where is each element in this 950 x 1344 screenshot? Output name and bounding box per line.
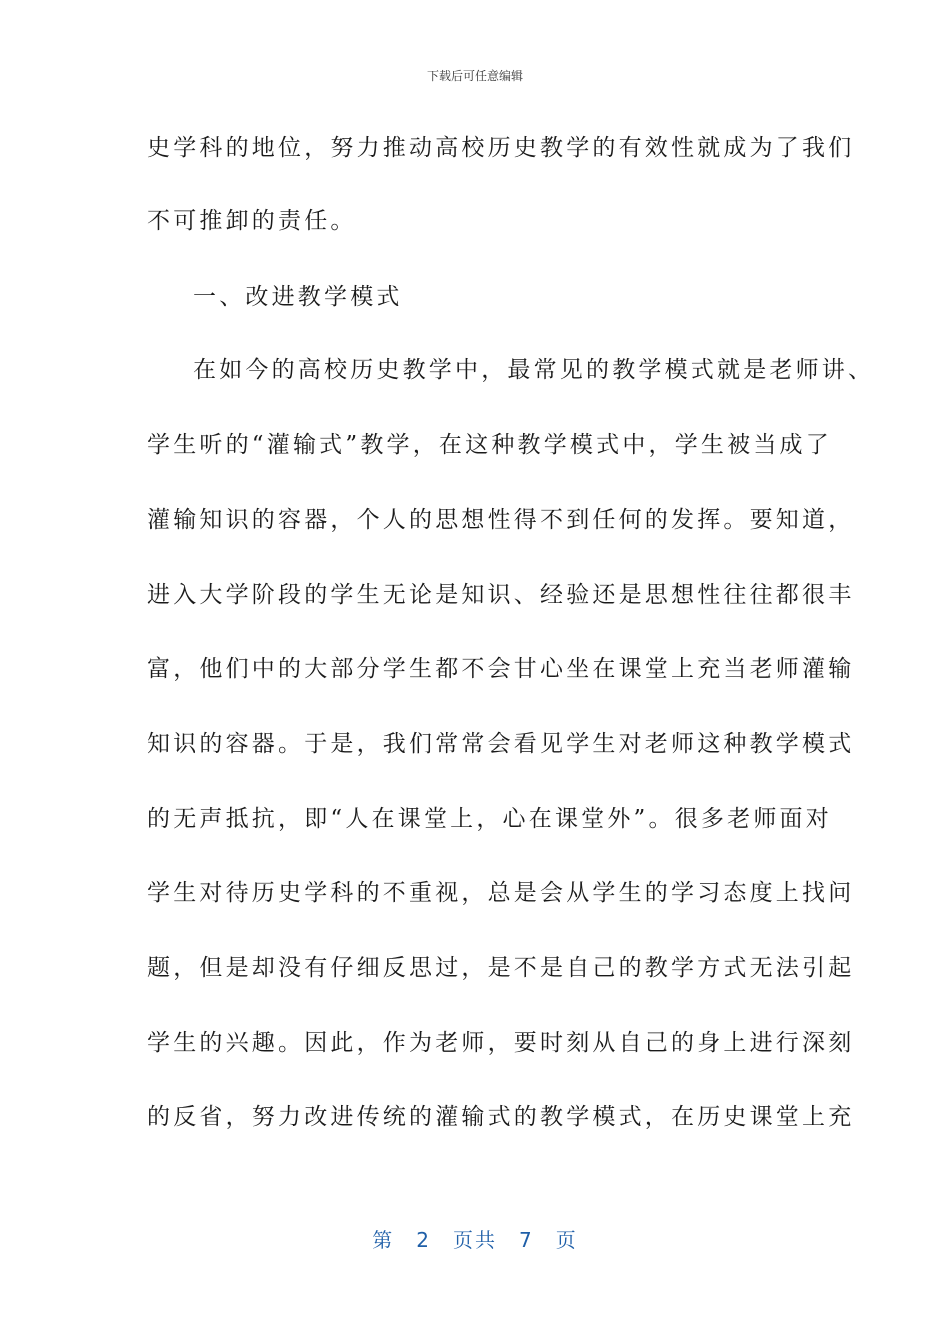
body-line: 学生的兴趣。因此，作为老师，要时刻从自己的身上进行深刻	[147, 1030, 855, 1056]
header-note: 下载后可任意编辑	[426, 69, 523, 83]
footer-prefix: 第	[372, 1228, 395, 1252]
body-line: 灌输知识的容器，个人的思想性得不到任何的发挥。要知道，	[147, 507, 855, 533]
body-line: 在如今的高校历史教学中，最常见的教学模式就是老师讲、	[193, 357, 875, 383]
body-line: 进入大学阶段的学生无论是知识、经验还是思想性往往都很丰	[147, 582, 855, 608]
body-line: 富，他们中的大部分学生都不会甘心坐在课堂上充当老师灌输	[147, 656, 855, 682]
total-pages-number: 7	[519, 1228, 534, 1252]
body-line: 史学科的地位，努力推动高校历史教学的有效性就成为了我们	[147, 135, 855, 161]
body-line: 知识的容器。于是，我们常常会看见学生对老师这种教学模式	[147, 731, 855, 757]
page-footer	[0, 1224, 950, 1253]
body-line: 学生听的“灌输式”教学，在这种教学模式中，学生被当成了	[147, 432, 832, 458]
footer-middle: 页共	[453, 1228, 497, 1252]
body-line: 的反省，努力改进传统的灌输式的教学模式，在历史课堂上充	[147, 1104, 855, 1130]
current-page-number: 2	[416, 1228, 431, 1252]
body-line: 题，但是却没有仔细反思过，是不是自己的教学方式无法引起	[147, 955, 855, 981]
section-heading: 一、改进教学模式	[193, 284, 403, 310]
body-line: 不可推卸的责任。	[147, 208, 357, 234]
body-line: 学生对待历史学科的不重视，总是会从学生的学习态度上找问	[147, 880, 855, 906]
footer-suffix: 页	[555, 1228, 578, 1252]
body-line: 的无声抵抗，即“人在课堂上，心在课堂外”。很多老师面对	[147, 806, 832, 832]
